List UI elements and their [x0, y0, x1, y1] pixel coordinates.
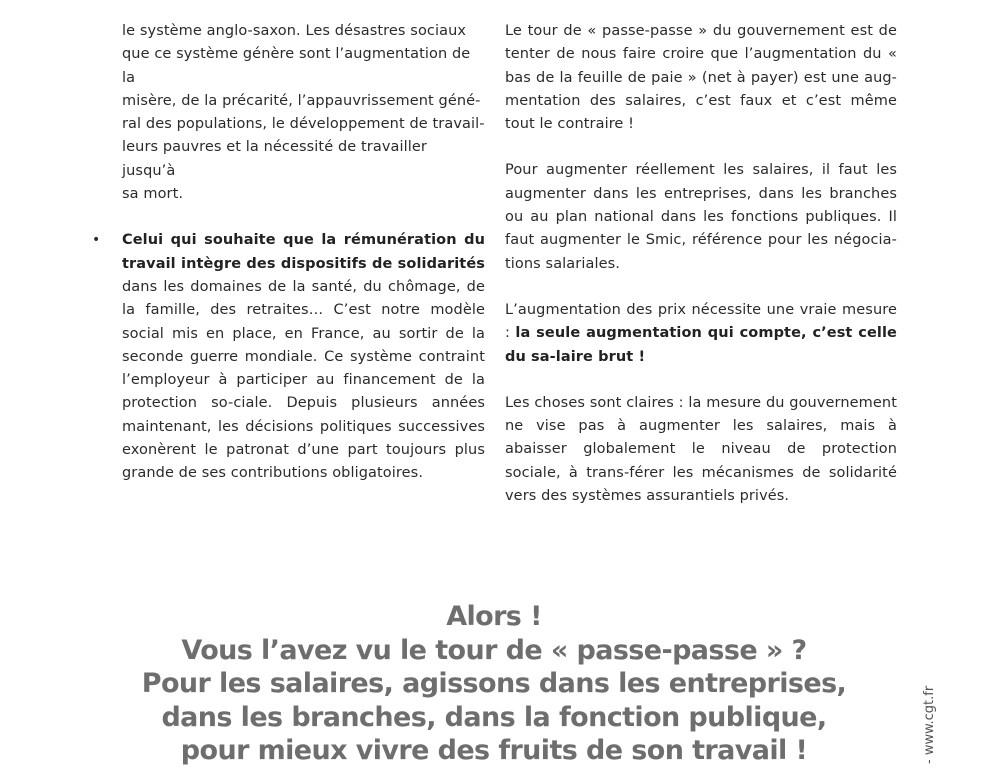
paragraph-prix [505, 299, 897, 369]
bullet-icon: • [92, 232, 101, 249]
intro-line: le système anglo-saxon. Les désastres sociaux [122, 23, 467, 39]
conclusion-line: Alors ! [446, 601, 542, 632]
conclusion-line: pour mieux vivre des fruits de son travail ! [180, 735, 808, 766]
intro-line: ral des populations, le développement de travail- [122, 116, 485, 133]
conclusion-line: dans les branches, dans la fonction publique, [161, 701, 827, 733]
intro-line: que ce système génère sont l’augmentation de la [122, 46, 471, 86]
conclusion-heading [120, 600, 868, 768]
intro-line: misère, de la précarité, l’appauvrissement géné- [122, 92, 481, 109]
intro-paragraph [122, 20, 485, 206]
left-column [92, 20, 485, 486]
paragraph-augmenter-salaires: Pour augmenter réellement les salaires, il faut les augmenter dans les entreprises, dans les branches ou au plan national dans les fonctions publiques. Il faut augmenter le Smic, référence pour les négocia-tions salariales. [505, 162, 897, 272]
bullet-paragraph [122, 229, 485, 485]
paragraph-passe-passe: Le tour de « passe-passe » du gouvernement est de tenter de nous faire croire que l’augmentation du « bas de la feuille de paie » (net à payer) est une aug-mentation des salaires, c’est faux et c’est même tout le contraire ! [505, 23, 897, 133]
bullet-body-text: dans les domaines de la santé, du chômage, de la famille, des retraites… C’est notre modèle social mis en place, en France, au sortir de la seconde guerre mondiale. Ce système contraint l’employeur à participer au financement de la protection so-ciale. Depuis plusieurs années maintenant, les décisions politiques successives exonèrent le patronat d’une part toujours plus grande de ses contributions obligatoires. [122, 278, 485, 482]
paragraph-prix-text: L’augmentation des prix nécessite une vraie mesure : [505, 301, 897, 342]
bullet-bold-text: Celui qui souhaite que la rémunération du travail intègre des dispositifs de solidarités [122, 232, 485, 272]
bullet-item [92, 229, 485, 485]
intro-line: leurs pauvres et la nécessité de travailler jusqu’à [122, 139, 427, 179]
paragraph-prix-bold: la seule augmentation qui compte, c’est celle du sa-laire brut ! [505, 325, 897, 365]
intro-line: sa mort. [122, 186, 184, 203]
paragraph-choses-claires: Les choses sont claires : la mesure du gouvernement ne vise pas à augmenter les salaires, mais à abaisser globalement le niveau de protection sociale, à trans-férer les mécanismes de solidarité vers des systèmes assurantiels privés. [505, 394, 897, 505]
conclusion-line: Pour les salaires, agissons dans les entreprises, [141, 668, 847, 699]
conclusion-line: Vous l’avez vu le tour de « passe-passe » ? [181, 634, 807, 666]
right-column [505, 20, 897, 508]
side-url: - www.cgt.fr [922, 685, 937, 764]
